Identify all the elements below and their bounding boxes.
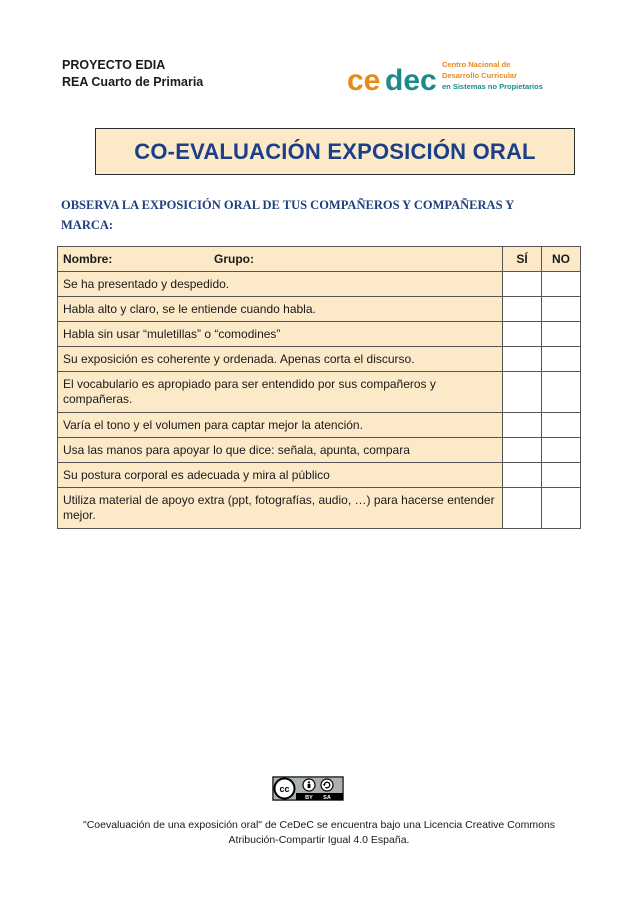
yes-checkbox-cell[interactable] [503,488,542,529]
document-header [62,57,203,91]
criterion-text: Utiliza material de apoyo extra (ppt, fotografías, audio, …) para hacerse entender mejor. [58,488,503,529]
yes-checkbox-cell[interactable] [503,322,542,347]
criterion-text: Su exposición es coherente y ordenada. Apenas corta el discurso. [58,347,503,372]
table-row [58,488,581,529]
cedec-line-3: en Sistemas no Propietarios [442,82,543,91]
no-checkbox-cell[interactable] [542,372,581,413]
no-checkbox-cell[interactable] [542,438,581,463]
license-line-1: "Coevaluación de una exposición oral" de CeDeC se encuentra bajo una Licencia Creative Commons [82,819,556,831]
no-checkbox-cell[interactable] [542,347,581,372]
share-alike-icon [321,779,333,791]
project-name: PROYECTO EDIA [62,58,166,72]
cedec-logo [347,57,547,97]
cedec-wordmark-dec: dec [385,64,437,97]
no-checkbox-cell[interactable] [542,322,581,347]
no-checkbox-cell[interactable] [542,463,581,488]
table-header-row [58,247,581,272]
title-banner [95,128,575,175]
license-line-2: Atribución-Compartir Igual 4.0 España. [228,834,410,846]
criterion-text: Usa las manos para apoyar lo que dice: señala, apunta, compara [58,438,503,463]
no-checkbox-cell[interactable] [542,413,581,438]
yes-checkbox-cell[interactable] [503,297,542,322]
criterion-text: Varía el tono y el volumen para captar mejor la atención. [58,413,503,438]
yes-checkbox-cell[interactable] [503,372,542,413]
evaluation-table [57,246,581,529]
instructions-text: OBSERVA LA EXPOSICIÓN ORAL DE TUS COMPAÑEROS Y COMPAÑERAS Y MARCA: [61,198,514,232]
table-row [58,322,581,347]
no-checkbox-cell[interactable] [542,272,581,297]
criterion-text: Habla sin usar “muletillas” o “comodines” [58,322,503,347]
table-row [58,272,581,297]
course-name: REA Cuarto de Primaria [62,75,204,89]
cedec-line-2: Desarrollo Curricular [442,71,518,80]
group-label: Grupo: [214,252,254,266]
criterion-text: Se ha presentado y despedido. [58,272,503,297]
table-row [58,347,581,372]
by-label: BY [305,795,313,801]
table-row [58,372,581,413]
criterion-text: Habla alto y claro, se le entiende cuando habla. [58,297,503,322]
name-group-cell [58,247,503,272]
yes-checkbox-cell[interactable] [503,438,542,463]
cc-icon-text: cc [279,784,290,794]
page-title: CO-EVALUACIÓN EXPOSICIÓN ORAL [134,138,536,164]
yes-checkbox-cell[interactable] [503,463,542,488]
table-row [58,297,581,322]
yes-checkbox-cell[interactable] [503,413,542,438]
table-row [58,438,581,463]
no-checkbox-cell[interactable] [542,488,581,529]
yes-checkbox-cell[interactable] [503,347,542,372]
license-footer [60,818,578,848]
creative-commons-by-sa-badge[interactable] [272,776,344,801]
no-column-header: NO [542,247,581,272]
sa-label: SA [323,795,331,801]
cedec-line-1: Centro Nacional de [442,60,511,69]
cedec-wordmark-ce: ce [347,64,381,97]
table-row [58,463,581,488]
yes-checkbox-cell[interactable] [503,272,542,297]
criterion-text: Su postura corporal es adecuada y mira al público [58,463,503,488]
name-label: Nombre: [63,252,113,266]
no-checkbox-cell[interactable] [542,297,581,322]
table-row [58,413,581,438]
criterion-text: El vocabulario es apropiado para ser entendido por sus compañeros y compañeras. [58,372,503,413]
yes-column-header: SÍ [503,247,542,272]
